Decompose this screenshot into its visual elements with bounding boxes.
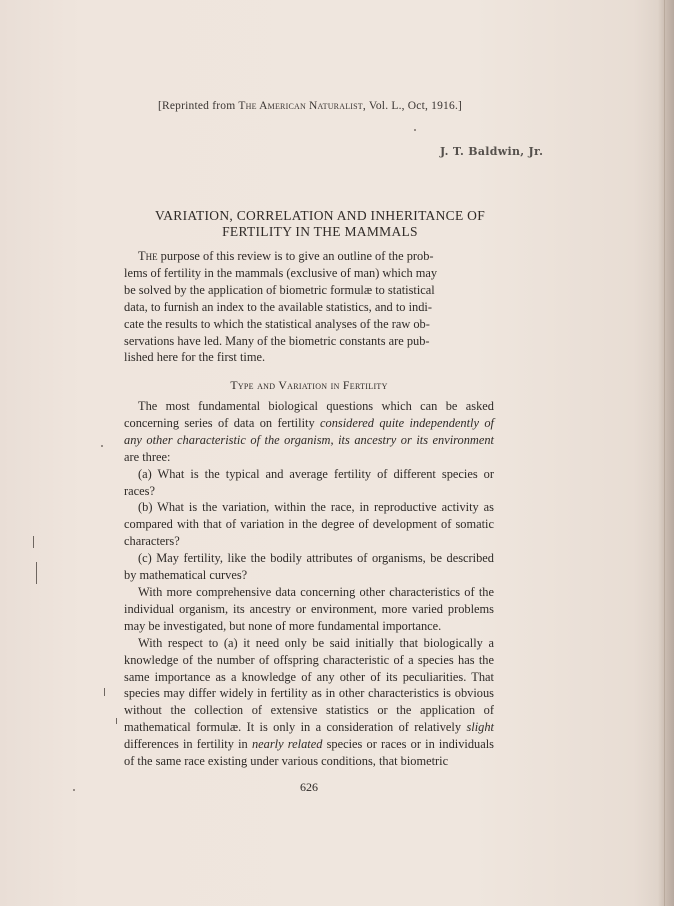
emphasis: considered quite independently of any other characteristic of the organism, its ancestry or its environment xyxy=(124,415,494,447)
intro-paragraph xyxy=(124,248,494,366)
intro-line: data, to furnish an index to the available statistics, and to indi- xyxy=(124,299,432,314)
question-a: (a) What is the typical and average fertility of different species or races? xyxy=(124,466,494,498)
question-b: (b) What is the variation, within the race, in reproductive activity as compared with that of variation in the degree of development of somatic characters? xyxy=(124,500,494,549)
paragraph: The most fundamental biological questions which can be asked concerning series of data on fertility considered quite independently of any other characteristic of the organism, its ancestry or its environment are three: xyxy=(124,399,494,464)
reprint-close: , Vol. L., Oct, 1916.] xyxy=(362,100,463,112)
stray-dot xyxy=(101,445,103,447)
section-heading: Type and Variation in Fertility xyxy=(230,378,388,392)
intro-line: cate the results to which the statistical analyses of the raw ob- xyxy=(124,316,430,331)
question-c: (c) May fertility, like the bodily attributes of organisms, be described by mathematical curves? xyxy=(124,551,494,583)
intro-line: servations have led. Many of the biometric constants are pub- xyxy=(124,333,430,348)
journal-name: The American Naturalist xyxy=(238,100,363,112)
title-line: VARIATION, CORRELATION AND INHERITANCE OF xyxy=(154,208,486,223)
reprint-notice xyxy=(0,100,620,112)
emphasis: slight xyxy=(466,720,494,735)
section-body xyxy=(124,398,494,770)
title-line: FERTILITY IN THE MAMMALS xyxy=(222,224,418,239)
author-signature: J. T. Baldwin, Jr. xyxy=(440,145,544,158)
page-number: 626 xyxy=(300,780,318,794)
paragraph: With respect to (a) it need only be said initially that biologically a knowledge of the number of offspring characteristic of a species has the same importance as a knowledge of any other of its peculiarities. That species may differ widely in fertility as in other characteristics is obvious without the collection of extensive statistics or the application of mathematical formulæ. It is only in a consideration of relatively slight differences in fertility in nearly related species or races or in individuals of the same race existing under various conditions, that biometric xyxy=(124,635,495,769)
intro-line: lished here for the first time. xyxy=(124,350,266,365)
paragraph: With more comprehensive data concerning other characteristics of the individual organism, its ancestry or environment, more varied problems may be investigated, but none of more fundamental importance. xyxy=(124,584,494,633)
margin-mark xyxy=(33,536,34,548)
reprint-open: [Reprinted from xyxy=(157,100,239,112)
article-title xyxy=(90,208,550,240)
stray-dot xyxy=(414,129,416,131)
margin-mark xyxy=(36,562,37,584)
margin-mark xyxy=(104,688,105,696)
page-edge-line xyxy=(664,0,665,906)
page-edge-shadow xyxy=(658,0,674,906)
intro-line: The purpose of this review is to give an outline of the prob- xyxy=(138,249,434,263)
intro-line: lems of fertility in the mammals (exclusive of man) which may xyxy=(124,265,438,280)
stray-dot xyxy=(73,789,75,791)
intro-line: be solved by the application of biometric formulæ to statistical xyxy=(124,282,435,297)
margin-mark xyxy=(116,718,117,724)
intro-lead: The xyxy=(138,249,158,263)
emphasis: nearly related xyxy=(251,737,323,752)
